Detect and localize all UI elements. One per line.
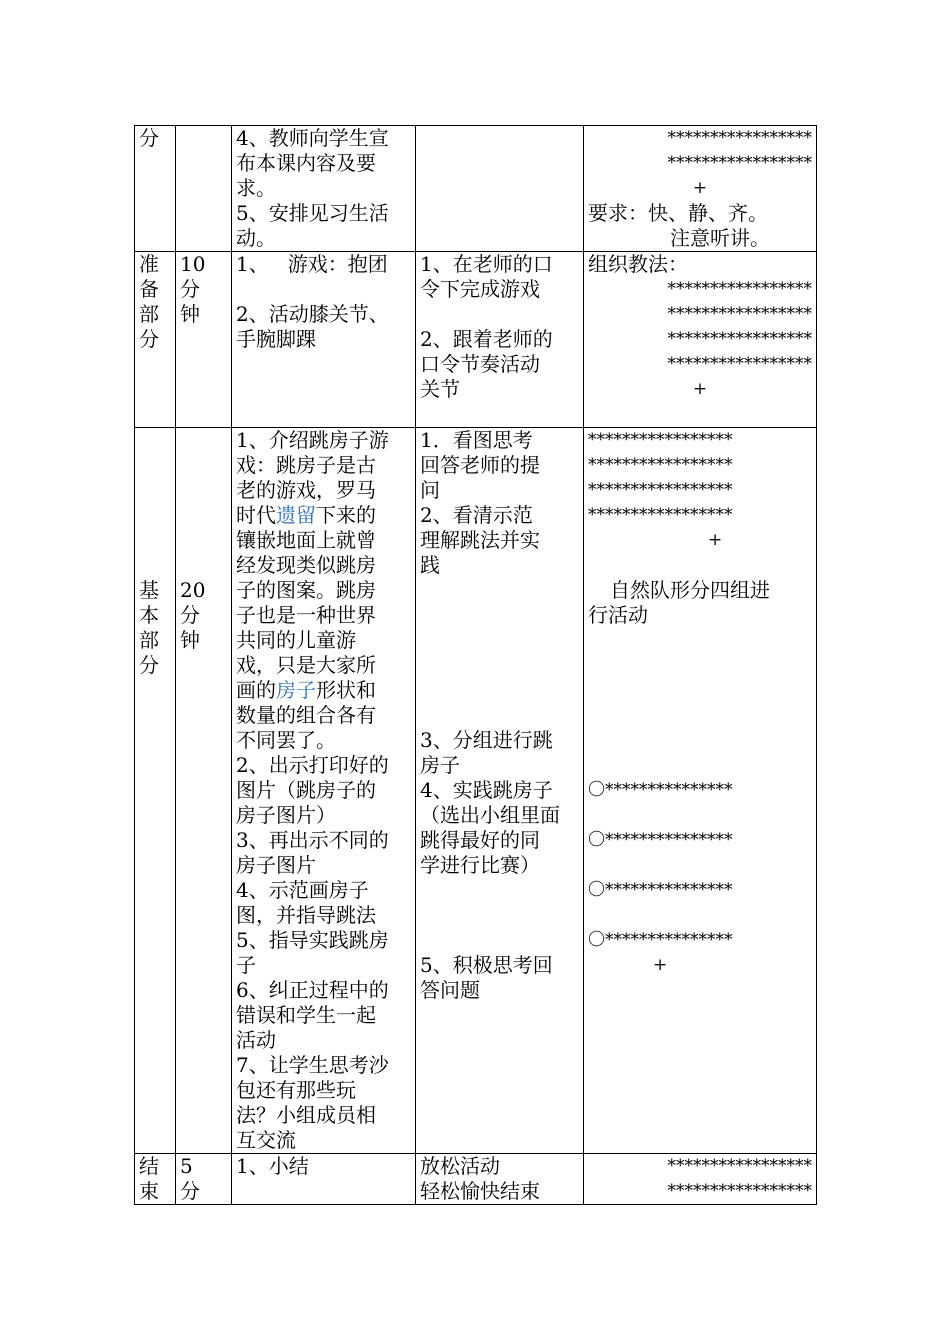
- teacher-line: 布本课内容及要: [236, 151, 376, 175]
- student-line: 1、在老师的口: [420, 252, 553, 276]
- table-row-ending: [135, 1154, 817, 1205]
- teacher-line: 共同的儿童游: [236, 628, 356, 652]
- student-line: 理解跳法并实: [420, 528, 540, 552]
- teacher-line: 图，并指导跳法: [236, 903, 376, 927]
- teacher-line: 1、小结: [236, 1154, 309, 1178]
- teacher-line: 5、安排见习生活: [236, 201, 389, 225]
- teacher-line: 1、 游戏：抱团: [236, 252, 388, 276]
- teacher-line: 老的游戏，罗马: [236, 478, 376, 502]
- student-line: 4、实践跳房子: [420, 778, 553, 802]
- section-cell: [135, 428, 176, 1154]
- formation-stars: *****************: [588, 430, 733, 450]
- organization-cell: [584, 252, 817, 428]
- requirement-text: 注意听讲。: [670, 226, 770, 250]
- table-row-basic: [135, 428, 817, 1154]
- teacher-line: 2、活动膝关节、: [236, 302, 389, 326]
- time-label: 分: [180, 1179, 200, 1203]
- teacher-line: [236, 678, 411, 703]
- teacher-activity-cell: [232, 126, 416, 252]
- student-line: 2、看清示范: [420, 503, 533, 527]
- student-line: 口令节奏活动: [420, 352, 540, 376]
- teacher-line: 3、再出示不同的: [236, 828, 389, 852]
- student-line: （选出小组里面: [420, 803, 560, 827]
- teacher-line: 镶嵌地面上就曾: [236, 528, 376, 552]
- teacher-line: 子的图案。跳房: [236, 578, 376, 602]
- organization-heading: 组织教法：: [588, 252, 688, 276]
- formation-stars: *****************: [588, 505, 733, 525]
- time-label: 钟: [180, 302, 200, 326]
- teacher-position-mark: +: [692, 178, 708, 198]
- student-line: 令下完成游戏: [420, 277, 540, 301]
- time-label: 5: [180, 1154, 193, 1178]
- student-line: 学进行比赛）: [420, 853, 540, 877]
- time-cell: [176, 126, 232, 252]
- organization-cell: [584, 428, 817, 1154]
- section-label: 结: [139, 1154, 159, 1178]
- section-label: 基: [139, 578, 159, 602]
- teacher-line: 戏：跳房子是古: [236, 453, 376, 477]
- time-label: 分: [180, 277, 200, 301]
- teacher-line: 动。: [236, 226, 276, 250]
- formation-stars: *****************: [588, 455, 733, 475]
- text-segment: 时代: [236, 503, 276, 527]
- formation-note: 自然队形分四组进: [610, 578, 770, 602]
- teacher-line: 4、教师向学生宣: [236, 126, 389, 150]
- time-label: 10: [180, 252, 206, 276]
- student-activity-cell: [416, 252, 584, 428]
- formation-stars: *****************: [667, 329, 812, 349]
- time-cell: [176, 252, 232, 428]
- time-label: 钟: [180, 628, 200, 652]
- teacher-activity-cell: [232, 1154, 416, 1205]
- group-formation: 〇***************: [588, 780, 733, 800]
- teacher-line: 4、示范画房子: [236, 878, 369, 902]
- teacher-line: [236, 503, 411, 528]
- teacher-line: 子也是一种世界: [236, 603, 376, 627]
- student-line: 房子: [420, 753, 460, 777]
- hyperlink[interactable]: 房子: [276, 678, 316, 702]
- student-line: 回答老师的提: [420, 453, 540, 477]
- student-activity-cell: [416, 126, 584, 252]
- organization-cell: [584, 126, 817, 252]
- time-label: 分: [180, 603, 200, 627]
- teacher-line: 2、出示打印好的: [236, 753, 389, 777]
- section-label: 分: [139, 126, 159, 150]
- section-label: 部: [139, 302, 159, 326]
- section-label: 本: [139, 603, 159, 627]
- group-formation: 〇***************: [588, 930, 733, 950]
- teacher-line: 求。: [236, 176, 276, 200]
- student-line: 问: [420, 478, 440, 502]
- teacher-line: 6、纠正过程中的: [236, 978, 389, 1002]
- group-formation: 〇***************: [588, 830, 733, 850]
- formation-stars: *****************: [667, 1156, 812, 1176]
- time-cell: [176, 1154, 232, 1205]
- formation-stars: *****************: [667, 1181, 812, 1201]
- teacher-line: 法？小组成员相: [236, 1103, 376, 1127]
- teacher-line: 数量的组合各有: [236, 703, 376, 727]
- teacher-activity-cell: [232, 428, 416, 1154]
- section-cell: [135, 252, 176, 428]
- lesson-plan-table: [134, 125, 817, 1205]
- teacher-line: 经发现类似跳房: [236, 553, 376, 577]
- teacher-position-mark: +: [653, 955, 668, 975]
- teacher-activity-cell: [232, 252, 416, 428]
- teacher-line: 图片（跳房子的: [236, 778, 376, 802]
- teacher-position-mark: +: [708, 530, 723, 550]
- student-line: 5、积极思考回: [420, 953, 553, 977]
- text-segment: 画的: [236, 678, 276, 702]
- section-label: 备: [139, 277, 159, 301]
- formation-stars: *****************: [667, 153, 812, 173]
- student-line: 践: [420, 553, 440, 577]
- formation-stars: *****************: [667, 304, 812, 324]
- section-label: 束: [139, 1179, 159, 1203]
- formation-note: 行活动: [588, 603, 648, 627]
- requirement-text: 要求：快、静、齐。: [588, 201, 768, 225]
- section-cell: [135, 1154, 176, 1205]
- student-line: 放松活动: [420, 1154, 500, 1178]
- section-cell: [135, 126, 176, 252]
- teacher-line: 不同罢了。: [236, 728, 336, 752]
- teacher-line: 错误和学生一起: [236, 1003, 376, 1027]
- teacher-line: 包还有那些玩: [236, 1078, 356, 1102]
- section-label: 准: [139, 252, 159, 276]
- teacher-line: 1、介绍跳房子游: [236, 428, 389, 452]
- section-label: 部: [139, 628, 159, 652]
- teacher-line: 5、指导实践跳房: [236, 928, 389, 952]
- organization-cell: [584, 1154, 817, 1205]
- formation-stars: *****************: [667, 128, 812, 148]
- teacher-line: 房子图片）: [236, 803, 336, 827]
- student-line: 关节: [420, 377, 460, 401]
- teacher-line: 活动: [236, 1028, 276, 1052]
- teacher-line: 7、让学生思考沙: [236, 1053, 389, 1077]
- teacher-line: 戏，只是大家所: [236, 653, 376, 677]
- student-line: 1．看图思考: [420, 428, 533, 452]
- formation-stars: *****************: [588, 480, 733, 500]
- section-label: 分: [139, 653, 159, 677]
- hyperlink[interactable]: 遗留: [276, 503, 316, 527]
- formation-stars: *****************: [667, 354, 812, 374]
- teacher-line: 手腕脚踝: [236, 327, 316, 351]
- text-segment: 形状和: [316, 678, 376, 702]
- table-row-preparation: [135, 252, 817, 428]
- student-line: 2、跟着老师的: [420, 327, 553, 351]
- formation-stars: *****************: [667, 279, 812, 299]
- teacher-line: 房子图片: [236, 853, 316, 877]
- student-line: 跳得最好的同: [420, 828, 540, 852]
- time-label: 20: [180, 578, 206, 602]
- teacher-line: 子: [236, 953, 256, 977]
- section-label: 分: [139, 327, 159, 351]
- group-formation: 〇***************: [588, 880, 733, 900]
- student-line: 3、分组进行跳: [420, 728, 553, 752]
- table-row-opening-continued: [135, 126, 817, 252]
- text-segment: 下来的: [316, 503, 376, 527]
- student-line: 轻松愉快结束: [420, 1179, 540, 1203]
- teacher-line: 互交流: [236, 1128, 296, 1152]
- student-line: 答问题: [420, 978, 480, 1002]
- teacher-position-mark: +: [692, 379, 708, 399]
- student-activity-cell: [416, 428, 584, 1154]
- time-cell: [176, 428, 232, 1154]
- student-activity-cell: [416, 1154, 584, 1205]
